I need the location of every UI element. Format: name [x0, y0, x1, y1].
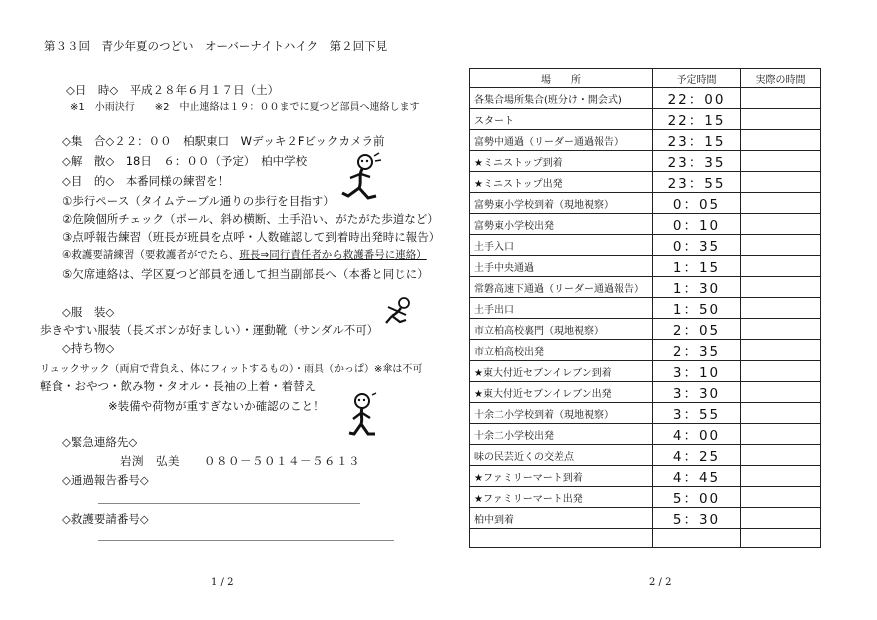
place-cell: 十余二小学校到着（現地視察）: [470, 403, 653, 424]
table-header-row: [470, 69, 821, 88]
purpose-item: ⑤欠席連絡は、学区夏つど部員を通して担当副部長へ（本番と同じに）: [62, 267, 429, 281]
table-row: [470, 88, 821, 109]
actual-time-cell[interactable]: [741, 109, 821, 130]
place-cell: ★東大付近セブンイレブン出発: [470, 382, 653, 403]
planned-time-cell: 1：30: [653, 277, 741, 298]
table-row: [470, 193, 821, 214]
table-row: [470, 487, 821, 508]
emergency-contact: 岩渕 弘美 ０８０－５０１４－５６１３: [120, 454, 360, 468]
planned-time-cell: 23：15: [653, 130, 741, 151]
planned-time-cell: 0：05: [653, 193, 741, 214]
table-row: [470, 172, 821, 193]
items-line-2: 軽食・おやつ・飲み物・タオル・長袖の上着・着替え: [40, 379, 316, 393]
place-cell: 土手入口: [470, 235, 653, 256]
planned-time-cell: [653, 529, 741, 548]
planned-time-cell: 23：55: [653, 172, 741, 193]
planned-time-cell: 0：10: [653, 214, 741, 235]
table-row: [470, 340, 821, 361]
actual-time-cell[interactable]: [741, 235, 821, 256]
actual-time-cell[interactable]: [741, 361, 821, 382]
column-header-planned-time: 予定時間: [653, 69, 741, 88]
page-number-left: 1 / 2: [211, 577, 234, 588]
purpose4-underlined: 班長⇒同行責任者から救護番号に連絡）: [239, 249, 427, 261]
table-row: [470, 508, 821, 529]
actual-time-cell[interactable]: [741, 88, 821, 109]
table-row: [470, 151, 821, 172]
items-line-1: リュックサック（両肩で背負え、体にフィットするもの）・雨具（かっぱ）※傘は不可: [40, 364, 423, 375]
actual-time-cell[interactable]: [741, 151, 821, 172]
place-cell: 市立柏高校裏門（現地視察）: [470, 319, 653, 340]
column-header-place: 場 所: [470, 69, 653, 88]
planned-time-cell: 1：15: [653, 256, 741, 277]
items-header: ◇持ち物◇: [62, 341, 115, 355]
planned-time-cell: 23：35: [653, 151, 741, 172]
jumping-figure-icon: [382, 296, 414, 326]
place-cell: 柏中到着: [470, 508, 653, 529]
planned-time-cell: 2：35: [653, 340, 741, 361]
actual-time-cell[interactable]: [741, 277, 821, 298]
rescue-header: ◇救護要請番号◇: [62, 512, 149, 526]
purpose-item: ③点呼報告練習（班長が班員を点呼・人数確認して到着時出発時に報告）: [62, 230, 441, 244]
actual-time-cell[interactable]: [741, 298, 821, 319]
planned-time-cell: 5：00: [653, 487, 741, 508]
place-cell: 味の民芸近くの交差点: [470, 445, 653, 466]
planned-time-cell: 3：55: [653, 403, 741, 424]
table-row: [470, 298, 821, 319]
purpose-line: ◇目 的◇ 本番同様の練習を！: [62, 174, 230, 188]
report-header: ◇通過報告番号◇: [62, 473, 149, 487]
actual-time-cell[interactable]: [741, 466, 821, 487]
emergency-header: ◇緊急連絡先◇: [62, 435, 138, 449]
actual-time-cell[interactable]: [741, 256, 821, 277]
planned-time-cell: 4：00: [653, 424, 741, 445]
planned-time-cell: 22：00: [653, 88, 741, 109]
actual-time-cell[interactable]: [741, 403, 821, 424]
table-row: [470, 466, 821, 487]
purpose-item-4: [62, 247, 427, 262]
table-row: [470, 109, 821, 130]
clothing-header: ◇服 装◇: [62, 305, 115, 319]
table-row: [470, 130, 821, 151]
actual-time-cell[interactable]: [741, 130, 821, 151]
actual-time-cell[interactable]: [741, 319, 821, 340]
actual-time-cell[interactable]: [741, 172, 821, 193]
actual-time-cell[interactable]: [741, 382, 821, 403]
purpose4-prefix: ④救護要請練習（要救護者がでたら、: [62, 249, 240, 261]
place-cell: ★東大付近セブンイレブン到着: [470, 361, 653, 382]
schedule-table: [469, 68, 821, 548]
place-cell: 各集合場所集合(班分け・開会式): [470, 88, 653, 109]
actual-time-cell[interactable]: [741, 340, 821, 361]
table-row: [470, 256, 821, 277]
table-row: [470, 235, 821, 256]
table-row: [470, 382, 821, 403]
planned-time-cell: 4：45: [653, 466, 741, 487]
planned-time-cell: 2：05: [653, 319, 741, 340]
actual-time-cell[interactable]: [741, 508, 821, 529]
column-header-actual-time: 実際の時間: [741, 69, 821, 88]
actual-time-cell[interactable]: [741, 487, 821, 508]
items-note: ※装備や荷物が重すぎないか確認のこと！: [108, 399, 325, 413]
actual-time-cell[interactable]: [741, 445, 821, 466]
actual-time-cell[interactable]: [741, 193, 821, 214]
date-line: ◇日 時◇ 平成２８年６月１７日（土）: [66, 83, 280, 97]
planned-time-cell: 0：35: [653, 235, 741, 256]
place-cell: ★ミニストップ出発: [470, 172, 653, 193]
place-cell: 市立柏高校出発: [470, 340, 653, 361]
place-cell: ★ファミリーマート出発: [470, 487, 653, 508]
page-number-right: 2 / 2: [649, 577, 672, 588]
running-figure-icon: [338, 152, 384, 204]
table-row: [470, 403, 821, 424]
table-row: [470, 424, 821, 445]
schedule-table-body: [470, 88, 821, 548]
place-cell: 富勢東小学校出発: [470, 214, 653, 235]
place-cell: [470, 529, 653, 548]
planned-time-cell: 1：50: [653, 298, 741, 319]
dismiss-line: ◇解 散◇ 18日 ６：００（予定） 柏中学校: [62, 154, 308, 168]
place-cell: 富勢東小学校到着（現地視察）: [470, 193, 653, 214]
table-row: [470, 529, 821, 548]
place-cell: 富勢中通過（リーダー通過報告）: [470, 130, 653, 151]
table-row: [470, 445, 821, 466]
place-cell: 常磐高速下通過（リーダー通過報告）: [470, 277, 653, 298]
clothing-text: 歩きやすい服装（長ズボンが好ましい）・運動靴（サンダル不可）: [40, 323, 379, 337]
place-cell: 土手中央通過: [470, 256, 653, 277]
place-cell: スタート: [470, 109, 653, 130]
purpose-item: ①歩行ペース（タイムテーブル通りの歩行を目指す）: [62, 194, 335, 208]
walking-figure-icon: [346, 392, 380, 438]
place-cell: ★ミニストップ到着: [470, 151, 653, 172]
planned-time-cell: 4：25: [653, 445, 741, 466]
actual-time-cell[interactable]: [741, 424, 821, 445]
page-title: 第３３回 青少年夏のつどい オーバーナイトハイク 第２回下見: [44, 39, 388, 53]
rescue-number-line: [98, 540, 394, 541]
table-row: [470, 361, 821, 382]
actual-time-cell[interactable]: [741, 529, 821, 548]
planned-time-cell: 22：15: [653, 109, 741, 130]
gather-line: ◇集 合◇２２：００ 柏駅東口 Wデッキ２Fビックカメラ前: [62, 134, 385, 148]
planned-time-cell: 3：30: [653, 382, 741, 403]
actual-time-cell[interactable]: [741, 214, 821, 235]
report-number-line: [98, 503, 360, 504]
purpose-item: ②危険個所チェック（ポール、斜め横断、土手沿い、がたがた歩道など）: [62, 212, 439, 226]
note-line: ※1 小雨決行 ※2 中止連絡は１９：００までに夏つど部員へ連絡します: [70, 102, 420, 113]
planned-time-cell: 5：30: [653, 508, 741, 529]
planned-time-cell: 3：10: [653, 361, 741, 382]
table-row: [470, 319, 821, 340]
place-cell: 十余二小学校出発: [470, 424, 653, 445]
place-cell: ★ファミリーマート到着: [470, 466, 653, 487]
table-row: [470, 214, 821, 235]
table-row: [470, 277, 821, 298]
place-cell: 土手出口: [470, 298, 653, 319]
